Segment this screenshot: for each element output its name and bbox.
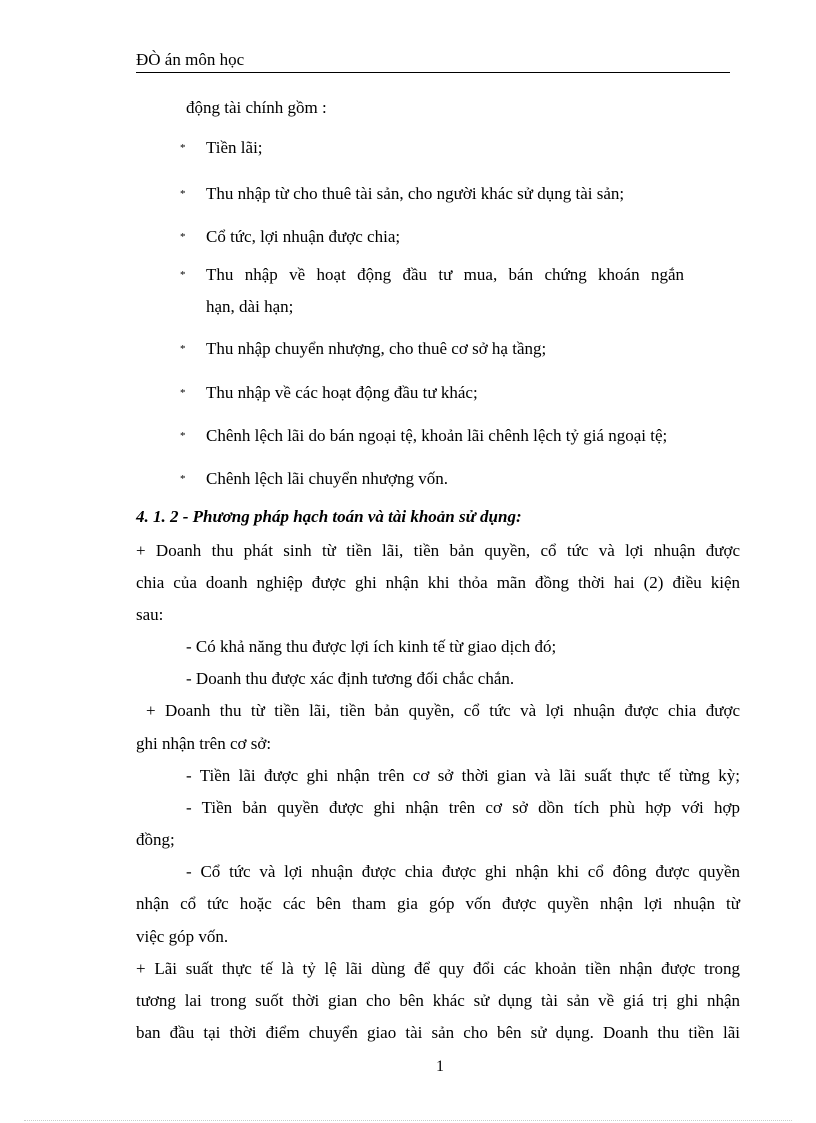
section-heading: 4. 1. 2 - Phương pháp hạch toán và tài khoản sử dụng: <box>136 507 522 526</box>
body-line: chia của doanh nghiệp được ghi nhận khi thỏa mãn đồng thời hai (2) điều kiện <box>136 573 740 592</box>
bullet-item: Thu nhập về các hoạt động đầu tư khác; <box>206 383 478 402</box>
bullet-icon: * <box>180 387 186 399</box>
bullet-item-continuation: hạn, dài hạn; <box>206 297 294 316</box>
bullet-item: Thu nhập chuyển nhượng, cho thuê cơ sở hạ tầng; <box>206 339 547 358</box>
bullet-icon: * <box>180 188 186 200</box>
bullet-item: Chênh lệch lãi do bán ngoại tệ, khoản lãi chênh lệch tỷ giá ngoại tệ; <box>206 426 668 445</box>
page-bottom-divider <box>24 1120 792 1121</box>
bullet-icon: * <box>180 473 186 485</box>
body-line: - Cổ tức và lợi nhuận được chia được ghi nhận khi cổ đông được quyền <box>186 862 740 881</box>
page-header: ĐÒ án môn học <box>136 50 730 73</box>
bullet-icon: * <box>180 142 186 154</box>
body-line: - Tiền bản quyền được ghi nhận trên cơ sở dồn tích phù hợp với hợp <box>186 798 740 817</box>
body-line: tương lai trong suốt thời gian cho bên khác sử dụng tài sản về giá trị ghi nhận <box>136 991 740 1010</box>
body-line: ban đầu tại thời điểm chuyển giao tài sản cho bên sử dụng. Doanh thu tiền lãi <box>136 1023 740 1042</box>
bullet-icon: * <box>180 343 186 355</box>
body-line: đồng; <box>136 830 175 849</box>
page-number: 1 <box>436 1058 444 1075</box>
body-line: sau: <box>136 605 164 624</box>
bullet-icon: * <box>180 231 186 243</box>
body-line: nhận cổ tức hoặc các bên tham gia góp vốn được quyền nhận lợi nhuận từ <box>136 894 740 913</box>
bullet-icon: * <box>180 269 186 281</box>
body-line: ghi nhận trên cơ sở: <box>136 734 272 753</box>
body-line: + Lãi suất thực tế là tỷ lệ lãi dùng để quy đổi các khoản tiền nhận được trong <box>136 959 740 978</box>
bullet-icon: * <box>180 430 186 442</box>
intro-line: động tài chính gồm : <box>186 98 327 117</box>
bullet-item: Thu nhập từ cho thuê tài sản, cho người khác sử dụng tài sản; <box>206 184 625 203</box>
bullet-item: Chênh lệch lãi chuyển nhượng vốn. <box>206 469 448 488</box>
body-line: - Có khả năng thu được lợi ích kinh tế từ giao dịch đó; <box>186 637 557 656</box>
body-line: + Doanh thu phát sinh từ tiền lãi, tiền bản quyền, cổ tức và lợi nhuận được <box>136 541 740 560</box>
body-line: + Doanh thu từ tiền lãi, tiền bản quyền, cổ tức và lợi nhuận được chia được <box>146 701 740 720</box>
bullet-item: Thu nhập về hoạt động đầu tư mua, bán chứng khoán ngắn <box>206 265 684 284</box>
bullet-item: Tiền lãi; <box>206 138 263 157</box>
body-line: - Tiền lãi được ghi nhận trên cơ sở thời gian và lãi suất thực tế từng kỳ; <box>186 766 740 785</box>
body-line: - Doanh thu được xác định tương đối chắc chắn. <box>186 669 515 688</box>
bullet-item: Cổ tức, lợi nhuận được chia; <box>206 227 401 246</box>
body-line: việc góp vốn. <box>136 927 229 946</box>
